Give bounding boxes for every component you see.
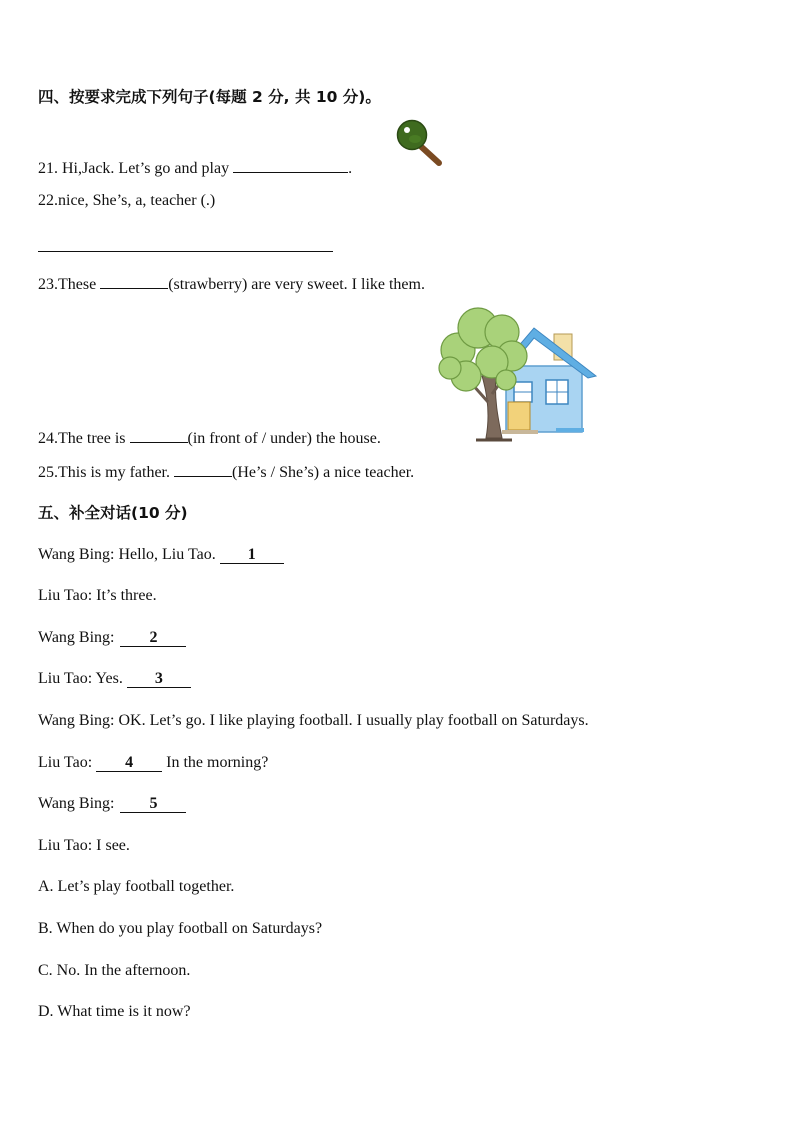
dialogue-line-1	[38, 545, 284, 565]
dialogue-line-8	[38, 836, 130, 856]
dialogue-blank-1[interactable]: 1	[220, 547, 284, 564]
question-21-text: 21. Hi,Jack. Let’s go and play	[38, 160, 230, 177]
speaker: Liu Tao:	[38, 754, 93, 771]
dialogue-text: It’s three.	[96, 587, 157, 604]
dialogue-text: Yes.	[95, 670, 123, 687]
dialogue-blank-3[interactable]: 3	[127, 671, 191, 688]
question-25	[38, 462, 414, 483]
dialogue-line-2	[38, 586, 157, 606]
dialogue-blank-2[interactable]: 2	[120, 630, 186, 647]
option-d: D. What time is it now?	[38, 1003, 191, 1020]
question-25-pre: 25.This is my father.	[38, 464, 170, 481]
tree-and-house-icon	[436, 306, 598, 446]
table-tennis-paddle-icon	[395, 119, 447, 169]
dialogue-blank-5[interactable]: 5	[120, 796, 186, 813]
option-c: C. No. In the afternoon.	[38, 962, 191, 979]
speaker: Wang Bing:	[38, 795, 115, 812]
question-21-end: .	[348, 160, 353, 177]
question-24-pre: 24.The tree is	[38, 430, 126, 447]
answer-blank-24[interactable]	[130, 428, 188, 443]
speaker: Wang Bing:	[38, 712, 115, 729]
answer-blank-25[interactable]	[174, 462, 232, 477]
dialogue-line-3	[38, 628, 186, 648]
option-b: B. When do you play football on Saturdays?	[38, 920, 323, 937]
section-4-heading: 四、按要求完成下列句子(每题 2 分, 共 10 分)。	[38, 88, 381, 106]
question-24-post: (in front of / under) the house.	[187, 430, 381, 447]
dialogue-text: I see.	[96, 837, 130, 854]
option-a: A. Let’s play football together.	[38, 878, 235, 895]
question-21	[38, 158, 352, 179]
dialogue-line-6	[38, 753, 268, 773]
question-23-post: (strawberry) are very sweet. I like them.	[168, 276, 425, 293]
question-23	[38, 274, 425, 295]
dialogue-line-7	[38, 794, 186, 814]
speaker: Wang Bing:	[38, 629, 115, 646]
answer-blank-21[interactable]	[233, 158, 348, 173]
dialogue-line-5	[38, 711, 589, 731]
question-22: 22.nice, She’s, a, teacher (.)	[38, 192, 216, 209]
section-5-heading: 五、补全对话(10 分)	[38, 504, 188, 522]
answer-blank-23[interactable]	[100, 274, 168, 289]
answer-line-22[interactable]	[38, 251, 333, 252]
speaker: Wang Bing:	[38, 546, 115, 563]
dialogue-line-4	[38, 669, 191, 689]
question-25-post: (He’s / She’s) a nice teacher.	[231, 464, 415, 481]
speaker: Liu Tao:	[38, 670, 93, 687]
dialogue-blank-4[interactable]: 4	[96, 755, 162, 772]
question-24	[38, 428, 381, 449]
speaker: Liu Tao:	[38, 587, 93, 604]
question-23-pre: 23.These	[38, 276, 97, 293]
dialogue-text: Hello, Liu Tao.	[118, 546, 216, 563]
dialogue-text-after: In the morning?	[166, 754, 269, 771]
speaker: Liu Tao:	[38, 837, 93, 854]
dialogue-text: OK. Let’s go. I like playing football. I usually play football on Saturdays.	[118, 712, 589, 729]
